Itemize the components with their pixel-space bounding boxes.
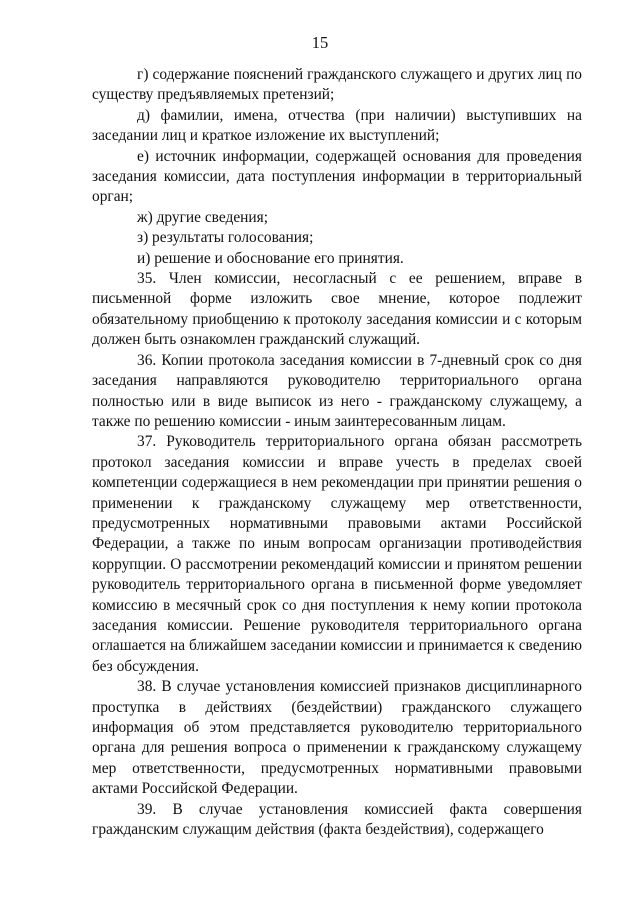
paragraph-item-zh: ж) другие сведения; bbox=[137, 208, 268, 226]
paragraph-item-i: и) решение и обоснование его принятия. bbox=[137, 249, 404, 267]
paragraph-37: 37. Руководитель территориального органа обязан рассмотреть протокол заседания комиссии и вправе учесть в пределах своей компетенции содержащиеся в нем рекомендации при принятии решения о применении к гражданскому служащему мер ответственности, предусмотренных нормативными правовыми актами Российской Федерации, а также по иным вопросам организации противодействия коррупции. О рассмотрении рекомендаций комиссии и принятом решении руководитель территориального органа в письменной форме уведомляет комиссию в месячный срок со дня поступления к нему копии протокола заседания комиссии. Решение руководителя территориального органа оглашается на ближайшем заседании комиссии и принимается к сведению без обсуждения. bbox=[92, 433, 582, 675]
paragraph-36: 36. Копии протокола заседания комиссии в 7-дневный срок со дня заседания направляются руководителю территориального органа полностью или в виде выписок из него - гражданскому служащему, а также по решению комиссии - иным заинтересованным лицам. bbox=[92, 351, 582, 430]
document-body bbox=[92, 65, 582, 840]
paragraph-38: 38. В случае установления комиссией признаков дисциплинарного проступка в действиях (бездействии) гражданского служащего информация об этом представляется руководителю территориального органа для решения вопроса о применении к гражданскому служащему мер ответственности, предусмотренных нормативными правовыми актами Российской Федерации. bbox=[92, 678, 582, 798]
paragraph-item-z: з) результаты голосования; bbox=[137, 229, 314, 247]
page-number: 15 bbox=[311, 33, 329, 52]
paragraph-item-g: г) содержание пояснений гражданского служащего и других лиц по существу предъявляемых претензий; bbox=[92, 66, 582, 104]
paragraph-35: 35. Член комиссии, несогласный с ее решением, вправе в письменной форме изложить свое мнение, которое подлежит обязательному приобщению к протоколу заседания комиссии и с которым должен быть ознакомлен гражданский служащий. bbox=[92, 270, 582, 349]
paragraph-item-e: е) источник информации, содержащей основания для проведения заседания комиссии, дата поступления информации в территориальный орган; bbox=[92, 147, 582, 206]
paragraph-39: 39. В случае установления комиссией факта совершения гражданским служащим действия (факта бездействия), содержащего bbox=[92, 800, 582, 839]
paragraph-item-d: д) фамилии, имена, отчества (при наличии) выступивших на заседании лиц и краткое изложение их выступлений; bbox=[92, 106, 582, 145]
